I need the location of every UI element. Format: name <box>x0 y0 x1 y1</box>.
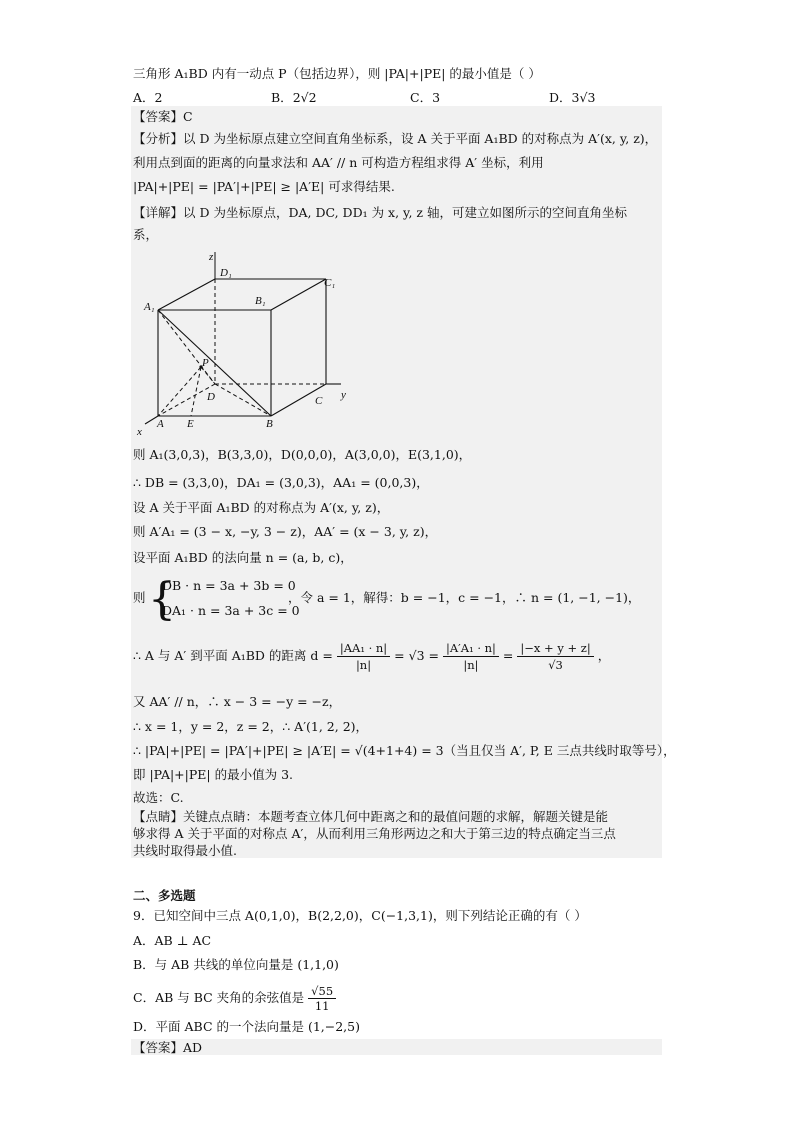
label-p: P <box>202 357 209 369</box>
normal-line: 设平面 A₁BD 的法向量 n = (a, b, c)， <box>133 550 353 565</box>
q9-stem: 9．已知空间中三点 A(0,1,0)，B(2,2,0)，C(−1,3,1)，则下列结论正确的有（ ） <box>133 908 587 923</box>
q8-option-d <box>549 90 595 106</box>
q9-answer: 【答案】AD <box>133 1040 203 1055</box>
fraction-numerator: √55 <box>308 984 336 999</box>
q8-answer: 【答案】C <box>133 109 193 124</box>
seg-p-d <box>201 367 215 384</box>
option-value: 3√3 <box>571 90 596 105</box>
detail-line-2: 系， <box>133 227 159 242</box>
distance-fraction-1 <box>337 640 390 673</box>
edge-d-b <box>215 384 271 416</box>
coords-line: 则 A₁(3,0,3)，B(3,3,0)，D(0,0,0)，A(3,0,0)，E(3,1,0)， <box>133 447 472 462</box>
option-label: D． <box>549 90 572 105</box>
vectors-line: ∴ DB = (3,3,0)，DA₁ = (3,0,3)，AA₁ = (0,0,3)， <box>133 475 429 490</box>
option-c-text: C．AB 与 BC 夹角的余弦值是 <box>133 990 305 1005</box>
distance-suffix: ， <box>597 648 611 663</box>
choose-line: 故选：C. <box>133 790 184 805</box>
distance-prefix: ∴ A 与 A′ 到平面 A₁BD 的距离 d = <box>133 648 333 663</box>
option-label: C． <box>410 90 433 105</box>
label-x: x <box>137 426 142 438</box>
q8-option-c <box>410 90 440 106</box>
distance-fraction-3 <box>517 640 593 673</box>
comment-line-1: 【点睛】关键点点睛：本题考查立体几何中距离之和的最值问题的求解，解题关键是能 <box>133 809 609 824</box>
system-prefix: 则 <box>133 590 146 605</box>
answer-shade-q9 <box>131 1039 662 1055</box>
sym-point-line: 设 A 关于平面 A₁BD 的对称点为 A′(x, y, z)， <box>133 500 390 515</box>
option-c-fraction <box>308 984 336 1013</box>
q9-option-c <box>133 982 336 1014</box>
fraction-denominator: 11 <box>314 999 330 1013</box>
cube-figure <box>133 244 353 440</box>
label-b1: B₁ <box>255 295 266 307</box>
fraction-denominator: √3 <box>548 658 563 672</box>
analysis-line-2: 利用点到面的距离的向量求法和 AA′ // n 可构造方程组求得 A′ 坐标，利用 <box>133 155 544 170</box>
edge-a1-d1 <box>158 279 215 310</box>
distance-mid: = √3 = <box>394 648 439 663</box>
q9-option-b: B．与 AB 共线的单位向量是 (1,1,0) <box>133 957 339 972</box>
option-value: 2 <box>154 90 163 105</box>
q8-stem: 三角形 A₁BD 内有一动点 P（包括边界），则 |PA|+|PE| 的最小值是（ ） <box>133 66 541 81</box>
fraction-denominator: |n| <box>355 658 372 672</box>
inequality-line: ∴ |PA|+|PE| = |PA′|+|PE| ≥ |A′E| = √(4+1+4) = 3（当且仅当 A′, P, E 三点共线时取等号）， <box>133 743 676 758</box>
label-z: z <box>209 251 214 263</box>
label-e: E <box>187 418 194 430</box>
label-c1: C₁ <box>324 277 336 289</box>
option-label: B． <box>271 90 293 105</box>
analysis-line-1: 【分析】以 D 为坐标原点建立空间直角坐标系，设 A 关于平面 A₁BD 的对称点为 A′(x, y, z)， <box>133 131 658 146</box>
label-b: B <box>266 418 273 430</box>
label-c: C <box>315 395 323 407</box>
q9-option-d: D．平面 ABC 的一个法向量是 (1,−2,5) <box>133 1019 360 1034</box>
vectors2-line: 则 A′A₁ = (3 − x, −y, 3 − z)，AA′ = (x − 3, y, z)， <box>133 524 438 539</box>
comment-line-3: 共线时取得最小值. <box>133 843 237 858</box>
system-suffix: ，令 a = 1，解得：b = −1，c = −1，∴ n = (1, −1, −1)， <box>288 590 641 605</box>
fraction-numerator: |AA₁ · n| <box>337 640 390 657</box>
comment-line-2: 够求得 A 关于平面的对称点 A′，从而利用三角形两边之和大于第三边的特点确定当三点 <box>133 826 616 841</box>
parallel-line: 又 AA′ // n，∴ x − 3 = −y = −z， <box>133 694 342 709</box>
solve-line: ∴ x = 1，y = 2，z = 2，∴ A′(1, 2, 2)， <box>133 719 369 734</box>
fraction-numerator: |A′A₁ · n| <box>443 640 499 657</box>
q8-option-b <box>271 90 317 106</box>
label-d1: D₁ <box>220 267 232 279</box>
section-heading: 二、多选题 <box>133 888 196 903</box>
fraction-numerator: |−x + y + z| <box>517 640 593 657</box>
label-a: A <box>157 418 164 430</box>
q8-option-a <box>133 90 162 106</box>
seg-p-a <box>158 367 201 416</box>
system-eq-2: DA₁ · n = 3a + 3c = 0 <box>162 603 300 618</box>
option-value: 2√2 <box>292 90 317 105</box>
system-eq-1: DB · n = 3a + 3b = 0 <box>162 578 296 593</box>
fraction-denominator: |n| <box>463 658 479 672</box>
label-d: D <box>207 391 215 403</box>
label-y: y <box>341 389 346 401</box>
option-value: 3 <box>432 90 441 105</box>
distance-line <box>133 636 610 676</box>
distance-equals: = <box>502 648 514 663</box>
system-brace: { <box>148 574 176 625</box>
label-a1: A₁ <box>144 301 155 313</box>
edge-b1-c1 <box>271 279 326 310</box>
seg-p-e <box>191 367 201 416</box>
analysis-line-3: |PA|+|PE| = |PA′|+|PE| ≥ |A′E| 可求得结果. <box>133 179 395 194</box>
min-line: 即 |PA|+|PE| 的最小值为 3. <box>133 767 293 782</box>
distance-fraction-2 <box>443 640 499 673</box>
detail-line-1: 【详解】以 D 为坐标原点，DA, DC, DD₁ 为 x, y, z 轴，可建立如图所示的空间直角坐标 <box>133 205 627 220</box>
option-label: A． <box>133 90 155 105</box>
q9-option-a: A．AB ⊥ AC <box>133 933 212 948</box>
